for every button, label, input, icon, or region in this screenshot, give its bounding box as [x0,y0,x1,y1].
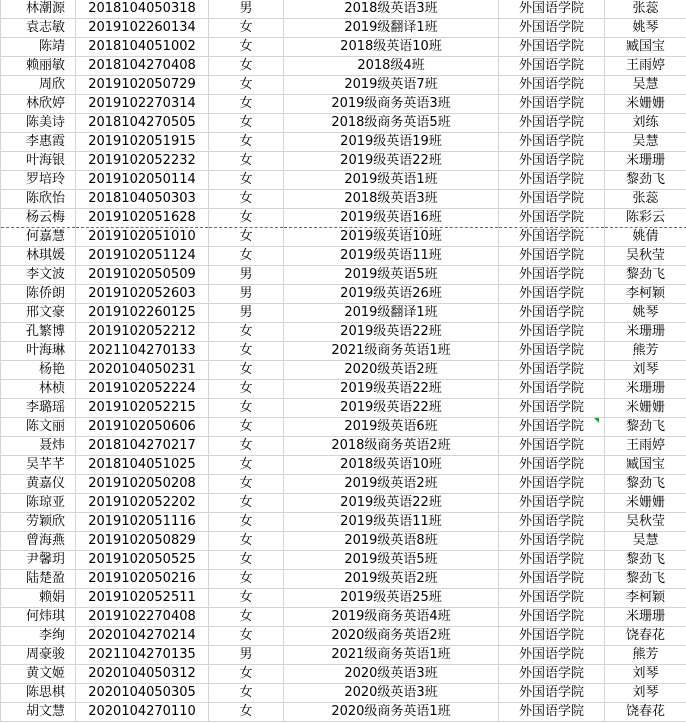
table-row [1,190,686,209]
tutor-cell[interactable]: 米珊珊 [605,323,686,342]
class-cell[interactable]: 2019级英语26班 [284,285,499,304]
gender-cell[interactable]: 女 [209,361,284,380]
table-row [1,171,686,190]
department-cell[interactable]: 外国语学院 [499,57,605,76]
table-body [1,0,686,722]
table-row [1,152,686,171]
class-cell[interactable]: 2019级英语19班 [284,133,499,152]
table-row [1,95,686,114]
table-row [1,38,686,57]
class-cell[interactable]: 2019级英语1班 [284,171,499,190]
student-name-cell[interactable]: 邢文豪 [1,304,76,323]
student-name-cell[interactable]: 林欣婷 [1,95,76,114]
tutor-cell[interactable]: 李柯颖 [605,285,686,304]
student-id-cell[interactable]: 2019102270314 [76,95,209,114]
student-name-cell[interactable]: 陈美诗 [1,114,76,133]
table-row [1,494,686,513]
student-id-cell[interactable]: 2021104270135 [76,646,209,665]
table-row [1,532,686,551]
student-name-cell[interactable]: 李璐瑶 [1,399,76,418]
class-cell[interactable]: 2018级英语10班 [284,38,499,57]
student-name-cell[interactable]: 黄嘉仪 [1,475,76,494]
class-cell[interactable]: 2018级英语3班 [284,0,499,19]
class-cell[interactable]: 2019级英语22班 [284,323,499,342]
student-id-cell[interactable]: 2019102052603 [76,285,209,304]
table-row [1,209,686,228]
class-cell[interactable]: 2019级英语22班 [284,152,499,171]
department-cell[interactable]: 外国语学院 [499,266,605,285]
class-cell[interactable]: 2019级英语7班 [284,76,499,95]
tutor-cell[interactable]: 米姗姗 [605,399,686,418]
student-name-cell[interactable]: 陈欣怡 [1,190,76,209]
student-id-cell[interactable]: 2019102051116 [76,513,209,532]
student-name-cell[interactable]: 吴芊芊 [1,456,76,475]
student-id-cell[interactable]: 2019102052232 [76,152,209,171]
class-cell[interactable]: 2020级英语3班 [284,684,499,703]
student-name-cell[interactable]: 何嘉慧 [1,228,76,247]
table-row [1,627,686,646]
tutor-cell[interactable]: 米珊珊 [605,380,686,399]
class-cell[interactable]: 2020级英语3班 [284,665,499,684]
class-cell[interactable]: 2018级4班 [284,57,499,76]
department-cell[interactable]: 外国语学院 [499,361,605,380]
department-cell[interactable]: 外国语学院 [499,551,605,570]
tutor-cell[interactable]: 吴秋莹 [605,247,686,266]
department-cell[interactable]: 外国语学院 [499,380,605,399]
gender-cell[interactable]: 女 [209,665,284,684]
student-id-cell[interactable]: 2018104051002 [76,38,209,57]
gender-cell[interactable]: 女 [209,57,284,76]
class-cell[interactable]: 2019级商务英语3班 [284,95,499,114]
gender-cell[interactable]: 女 [209,380,284,399]
class-cell[interactable]: 2018级商务英语5班 [284,114,499,133]
class-cell[interactable]: 2019级英语11班 [284,247,499,266]
department-cell[interactable]: 外国语学院 [499,513,605,532]
student-id-cell[interactable]: 2021104270133 [76,342,209,361]
student-id-cell[interactable]: 2019102051628 [76,209,209,228]
class-cell[interactable]: 2019级商务英语4班 [284,608,499,627]
department-cell[interactable]: 外国语学院 [499,532,605,551]
tutor-cell[interactable]: 刘琴 [605,665,686,684]
table-row [1,380,686,399]
department-cell[interactable]: 外国语学院 [499,95,605,114]
gender-cell[interactable]: 女 [209,190,284,209]
student-name-cell[interactable]: 陈思棋 [1,684,76,703]
student-name-cell[interactable]: 李绚 [1,627,76,646]
student-id-cell[interactable]: 2019102270408 [76,608,209,627]
table-row [1,266,686,285]
tutor-cell[interactable]: 米姗姗 [605,494,686,513]
gender-cell[interactable]: 男 [209,0,284,19]
student-name-cell[interactable]: 叶海银 [1,152,76,171]
student-id-cell[interactable]: 2018104050303 [76,190,209,209]
department-cell[interactable]: 外国语学院 [499,627,605,646]
department-cell[interactable]: 外国语学院 [499,437,605,456]
gender-cell[interactable]: 女 [209,342,284,361]
tutor-cell[interactable]: 黎劲飞 [605,551,686,570]
student-id-cell[interactable]: 2020104050231 [76,361,209,380]
table-row [1,57,686,76]
table-row [1,665,686,684]
gender-cell[interactable]: 女 [209,589,284,608]
student-name-cell[interactable]: 袁志敏 [1,19,76,38]
gender-cell[interactable]: 女 [209,76,284,95]
student-id-cell[interactable]: 2019102052215 [76,399,209,418]
table-row [1,76,686,95]
tutor-cell[interactable]: 李柯颖 [605,589,686,608]
department-cell[interactable]: 外国语学院 [499,304,605,323]
gender-cell[interactable]: 男 [209,646,284,665]
student-name-cell[interactable]: 曾海燕 [1,532,76,551]
tutor-cell[interactable]: 张蕊 [605,190,686,209]
class-cell[interactable]: 2020级商务英语1班 [284,703,499,722]
department-cell[interactable]: 外国语学院 [499,76,605,95]
table-row [1,570,686,589]
student-id-cell[interactable]: 2020104050305 [76,684,209,703]
student-id-cell[interactable]: 2018104051025 [76,456,209,475]
table-row [1,114,686,133]
student-id-cell[interactable]: 2019102052212 [76,323,209,342]
department-cell[interactable]: 外国语学院 [499,152,605,171]
table-row [1,342,686,361]
tutor-cell[interactable]: 臧国宝 [605,38,686,57]
tutor-cell[interactable]: 黎劲飞 [605,171,686,190]
gender-cell[interactable]: 女 [209,418,284,437]
student-name-cell[interactable]: 劳颖欣 [1,513,76,532]
student-id-cell[interactable]: 2019102052224 [76,380,209,399]
gender-cell[interactable]: 女 [209,627,284,646]
class-cell[interactable]: 2018级商务英语2班 [284,437,499,456]
student-name-cell[interactable]: 林桢 [1,380,76,399]
tutor-cell[interactable]: 米姗姗 [605,95,686,114]
class-cell[interactable]: 2019级英语16班 [284,209,499,228]
class-cell[interactable]: 2019级英语22班 [284,380,499,399]
tutor-cell[interactable]: 王雨婷 [605,57,686,76]
gender-cell[interactable]: 男 [209,304,284,323]
student-id-cell[interactable]: 2019102052511 [76,589,209,608]
department-cell[interactable]: 外国语学院 [499,342,605,361]
class-cell[interactable]: 2019级英语2班 [284,570,499,589]
student-name-cell[interactable]: 赖丽敏 [1,57,76,76]
student-id-cell[interactable]: 2019102050729 [76,76,209,95]
tutor-cell[interactable]: 黎劲飞 [605,570,686,589]
student-id-cell[interactable]: 2018104270505 [76,114,209,133]
department-cell[interactable]: 外国语学院 [499,494,605,513]
tutor-cell[interactable]: 张蕊 [605,0,686,19]
department-cell[interactable]: 外国语学院 [499,475,605,494]
department-cell[interactable]: 外国语学院 [499,684,605,703]
gender-cell[interactable]: 女 [209,551,284,570]
student-id-cell[interactable]: 2019102051915 [76,133,209,152]
department-cell[interactable]: 外国语学院 [499,228,605,247]
class-cell[interactable]: 2019级英语25班 [284,589,499,608]
student-name-cell[interactable]: 李文波 [1,266,76,285]
student-name-cell[interactable]: 陈文丽 [1,418,76,437]
student-id-cell[interactable]: 2019102050525 [76,551,209,570]
department-cell[interactable]: 外国语学院 [499,209,605,228]
student-name-cell[interactable]: 何炜琪 [1,608,76,627]
student-id-cell[interactable]: 2018104270408 [76,57,209,76]
table-row [1,19,686,38]
tutor-cell[interactable]: 吴慧 [605,133,686,152]
table-row [1,703,686,722]
table-row [1,551,686,570]
student-name-cell[interactable]: 陆楚盈 [1,570,76,589]
department-cell[interactable]: 外国语学院 [499,703,605,722]
gender-cell[interactable]: 女 [209,684,284,703]
department-cell[interactable]: 外国语学院 [499,0,605,19]
gender-cell[interactable]: 女 [209,228,284,247]
student-name-cell[interactable]: 周欣 [1,76,76,95]
gender-cell[interactable]: 女 [209,19,284,38]
table-row [1,361,686,380]
student-name-cell[interactable]: 尹馨玥 [1,551,76,570]
class-cell[interactable]: 2019级英语22班 [284,399,499,418]
department-cell[interactable]: 外国语学院 [499,665,605,684]
student-name-cell[interactable]: 孔繁博 [1,323,76,342]
student-name-cell[interactable]: 黄文姬 [1,665,76,684]
gender-cell[interactable]: 男 [209,266,284,285]
department-cell[interactable]: 外国语学院 [499,133,605,152]
student-name-cell[interactable]: 林潮源 [1,0,76,19]
student-id-cell[interactable]: 2019102050509 [76,266,209,285]
gender-cell[interactable]: 女 [209,456,284,475]
tutor-cell[interactable]: 吴慧 [605,76,686,95]
student-id-cell[interactable]: 2019102050829 [76,532,209,551]
tutor-cell[interactable]: 饶春花 [605,703,686,722]
student-id-cell[interactable]: 2019102050208 [76,475,209,494]
student-name-cell[interactable]: 陈琼亚 [1,494,76,513]
student-name-cell[interactable]: 叶海琳 [1,342,76,361]
tutor-cell[interactable]: 姚琴 [605,304,686,323]
student-name-cell[interactable]: 杨云梅 [1,209,76,228]
gender-cell[interactable]: 女 [209,95,284,114]
tutor-cell[interactable]: 米珊珊 [605,152,686,171]
department-cell[interactable]: 外国语学院 [499,456,605,475]
student-id-cell[interactable]: 2020104270214 [76,627,209,646]
tutor-cell[interactable]: 王雨婷 [605,437,686,456]
gender-cell[interactable]: 女 [209,475,284,494]
student-name-cell[interactable]: 杨艳 [1,361,76,380]
gender-cell[interactable]: 女 [209,152,284,171]
department-cell[interactable]: 外国语学院 [499,589,605,608]
department-cell[interactable]: 外国语学院 [499,418,605,437]
tutor-cell[interactable]: 黎劲飞 [605,475,686,494]
tutor-cell[interactable]: 吴秋莹 [605,513,686,532]
tutor-cell[interactable]: 臧国宝 [605,456,686,475]
table-row [1,456,686,475]
department-cell[interactable]: 外国语学院 [499,19,605,38]
table-row [1,418,686,437]
tutor-cell[interactable]: 陈彩云 [605,209,686,228]
student-name-cell[interactable]: 林琪媛 [1,247,76,266]
student-id-cell[interactable]: 2018104050318 [76,0,209,19]
class-cell[interactable]: 2019级英语5班 [284,266,499,285]
class-cell[interactable]: 2020级商务英语2班 [284,627,499,646]
student-name-cell[interactable]: 陈靖 [1,38,76,57]
student-name-cell[interactable]: 胡文慧 [1,703,76,722]
tutor-cell[interactable]: 吴慧 [605,532,686,551]
gender-cell[interactable]: 女 [209,209,284,228]
student-id-cell[interactable]: 2018104270217 [76,437,209,456]
department-cell[interactable]: 外国语学院 [499,38,605,57]
student-id-cell[interactable]: 2019102050216 [76,570,209,589]
tutor-cell[interactable]: 刘琴 [605,684,686,703]
class-cell[interactable]: 2018级英语3班 [284,190,499,209]
table-row [1,247,686,266]
class-cell[interactable]: 2018级英语10班 [284,456,499,475]
department-cell[interactable]: 外国语学院 [499,570,605,589]
table-row [1,437,686,456]
class-cell[interactable]: 2019级英语22班 [284,494,499,513]
department-cell[interactable]: 外国语学院 [499,171,605,190]
student-name-cell[interactable]: 聂炜 [1,437,76,456]
student-name-cell[interactable]: 李惠霞 [1,133,76,152]
table-row [1,399,686,418]
class-cell[interactable]: 2019级翻译1班 [284,19,499,38]
tutor-cell[interactable]: 刘琴 [605,361,686,380]
cell-comment-marker[interactable] [594,418,599,423]
tutor-cell[interactable]: 米珊珊 [605,608,686,627]
department-cell[interactable]: 外国语学院 [499,646,605,665]
student-id-cell[interactable]: 2020104050312 [76,665,209,684]
gender-cell[interactable]: 女 [209,114,284,133]
gender-cell[interactable]: 女 [209,171,284,190]
gender-cell[interactable]: 女 [209,570,284,589]
gender-cell[interactable]: 男 [209,285,284,304]
gender-cell[interactable]: 女 [209,532,284,551]
gender-cell[interactable]: 女 [209,323,284,342]
class-cell[interactable]: 2019级英语6班 [284,418,499,437]
gender-cell[interactable]: 女 [209,513,284,532]
department-cell[interactable]: 外国语学院 [499,190,605,209]
student-id-cell[interactable]: 2019102051010 [76,228,209,247]
gender-cell[interactable]: 女 [209,38,284,57]
tutor-cell[interactable]: 黎劲飞 [605,418,686,437]
department-cell[interactable]: 外国语学院 [499,285,605,304]
table-row [1,684,686,703]
table-row [1,475,686,494]
class-cell[interactable]: 2019级翻译1班 [284,304,499,323]
gender-cell[interactable]: 女 [209,437,284,456]
tutor-cell[interactable]: 刘练 [605,114,686,133]
department-cell[interactable]: 外国语学院 [499,399,605,418]
department-cell[interactable]: 外国语学院 [499,247,605,266]
gender-cell[interactable]: 女 [209,608,284,627]
tutor-cell[interactable]: 姚琴 [605,19,686,38]
class-cell[interactable]: 2020级英语2班 [284,361,499,380]
student-id-cell[interactable]: 2019102260125 [76,304,209,323]
student-name-cell[interactable]: 赖娟 [1,589,76,608]
tutor-cell[interactable]: 熊芳 [605,646,686,665]
department-cell[interactable]: 外国语学院 [499,608,605,627]
table-row [1,513,686,532]
tutor-cell[interactable]: 饶春花 [605,627,686,646]
class-cell[interactable]: 2019级英语2班 [284,475,499,494]
class-cell[interactable]: 2021级商务英语1班 [284,342,499,361]
student-name-cell[interactable]: 罗培玲 [1,171,76,190]
table-row [1,228,686,247]
student-id-cell[interactable]: 2020104270110 [76,703,209,722]
table-row [1,0,686,19]
student-id-cell[interactable]: 2019102050606 [76,418,209,437]
gender-cell[interactable]: 女 [209,399,284,418]
department-cell[interactable]: 外国语学院 [499,323,605,342]
tutor-cell[interactable]: 姚倩 [605,228,686,247]
gender-cell[interactable]: 女 [209,133,284,152]
gender-cell[interactable]: 女 [209,247,284,266]
table-row [1,285,686,304]
tutor-cell[interactable]: 黎劲飞 [605,266,686,285]
table-row [1,133,686,152]
student-name-cell[interactable]: 陈侨朗 [1,285,76,304]
student-id-cell[interactable]: 2019102260134 [76,19,209,38]
table-row [1,304,686,323]
department-cell[interactable]: 外国语学院 [499,114,605,133]
class-cell[interactable]: 2021级商务英语1班 [284,646,499,665]
gender-cell[interactable]: 女 [209,494,284,513]
student-name-cell[interactable]: 周豪骏 [1,646,76,665]
student-id-cell[interactable]: 2019102052202 [76,494,209,513]
class-cell[interactable]: 2019级英语8班 [284,532,499,551]
class-cell[interactable]: 2019级英语11班 [284,513,499,532]
tutor-cell[interactable]: 熊芳 [605,342,686,361]
table-row [1,608,686,627]
student-id-cell[interactable]: 2019102050114 [76,171,209,190]
class-cell[interactable]: 2019级英语5班 [284,551,499,570]
table-row [1,323,686,342]
table-row [1,589,686,608]
student-id-cell[interactable]: 2019102051124 [76,247,209,266]
table-row [1,646,686,665]
class-cell[interactable]: 2019级英语10班 [284,228,499,247]
gender-cell[interactable]: 女 [209,703,284,722]
